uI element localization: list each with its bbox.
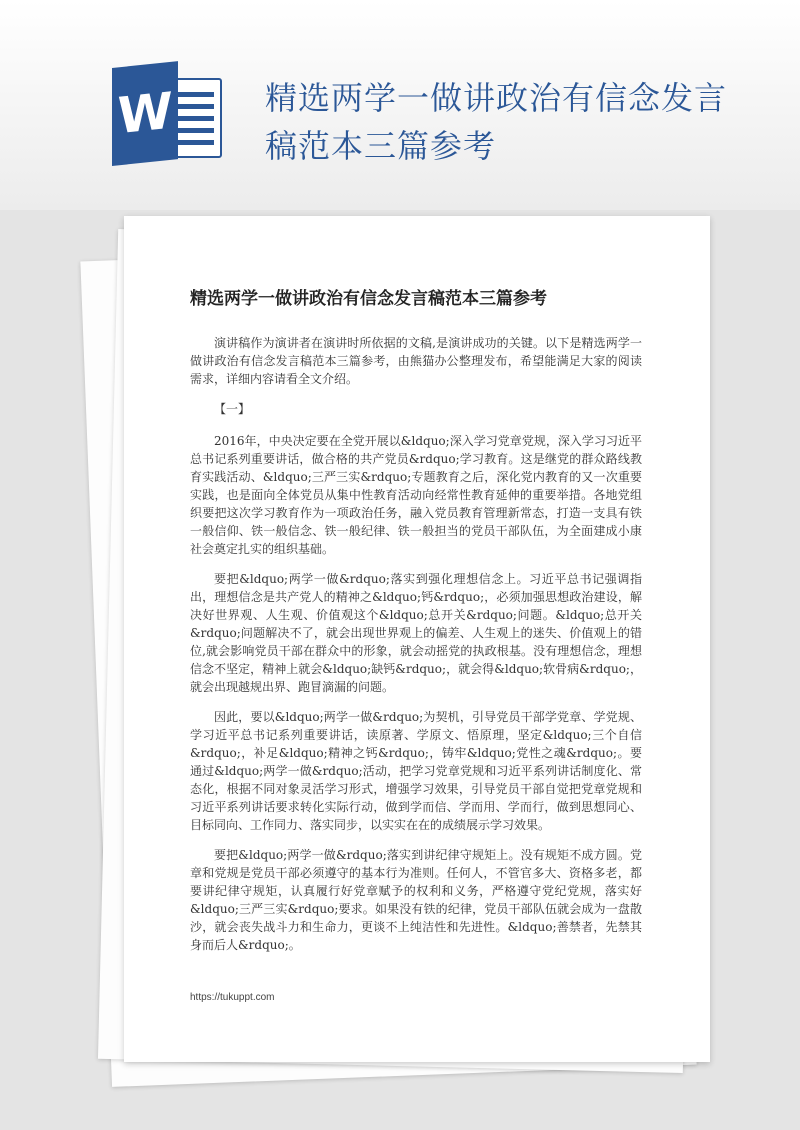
body-paragraph: 2016年，中央决定要在全党开展以&ldquo;深入学习党章党规，深入学习习近平总书记系列重要讲话，做合格的共产党员&rdquo;学习教育。这是继党的群众路线教育实践活动、&ldquo;三严三实&rdquo;专题教育之后，深化党内教育的又一次重要实践，也是面向全体党员从集中性教育活动向经常性教育延伸的重要举措。各地党组织要把这次学习教育作为一项政治任务，融入党员教育管理新常态，打造一支具有铁一般信仰、铁一般信念、铁一般纪律、铁一般担当的党员干部队伍，为全面建成小康社会奠定扎实的组织基础。 [190,434,642,556]
intro-paragraph: 演讲稿作为演讲者在演讲时所依据的文稿,是演讲成功的关键。以下是精选两学一做讲政治有信念发言稿范本三篇参考，由熊猫办公整理发布，希望能满足大家的阅读需求，详细内容请看全文介绍。 [190,336,642,386]
document-page [124,216,710,1062]
document-title: 精选两学一做讲政治有信念发言稿范本三篇参考 [190,289,547,309]
section-heading: 【一】 [214,402,251,416]
source-url: https://tukuppt.com [190,992,275,1003]
word-doc-icon [112,68,224,166]
body-paragraph: 要把&ldquo;两学一做&rdquo;落实到讲纪律守规矩上。没有规矩不成方圆。党章和党规是党员干部必须遵守的基本行为准则。任何人，不管官多大、资格多老，都要讲纪律守规矩，认真履行好党章赋予的权利和义务，严格遵守党纪党规，落实好&ldquo;三严三实&rdquo;要求。如果没有铁的纪律，党员干部队伍就会成为一盘散沙，就会丧失战斗力和生命力，更谈不上纯洁性和先进性。&ldquo;善禁者，先禁其身而后人&rdquo;。 [190,848,642,952]
body-paragraph: 要把&ldquo;两学一做&rdquo;落实到强化理想信念上。习近平总书记强调指出，理想信念是共产党人的精神之&ldquo;钙&rdquo;，必须加强思想政治建设，解决好世界观、人生观、价值观这个&ldquo;总开关&rdquo;问题。&ldquo;总开关&rdquo;问题解决不了，就会出现世界观上的偏差、人生观上的迷失、价值观上的错位,就会影响党员干部在群众中的形象，就会动摇党的执政根基。没有理想信念，理想信念不坚定，精神上就会&ldquo;缺钙&rdquo;，就会得&ldquo;软骨病&rdquo;，就会出现越规出界、跑冒滴漏的问题。 [190,572,642,694]
word-logo-letter: W [112,61,178,166]
page-header [0,0,800,210]
document-body [190,334,642,966]
body-paragraph: 因此，要以&ldquo;两学一做&rdquo;为契机，引导党员干部学党章、学党规、学习近平总书记系列重要讲话，读原著、学原文、悟原理，坚定&ldquo;三个自信&rdquo;，补足&ldquo;精神之钙&rdquo;，铸牢&ldquo;党性之魂&rdquo;。要通过&ldquo;两学一做&rdquo;活动，把学习党章党规和习近平系列讲话制度化、常态化，根据不同对象灵活学习形式，增强学习效果，引导党员干部自觉把党章党规和习近平系列讲话要求转化实际行动，做到学而信、学而用、学而行，做到思想同心、目标同向、工作同力、落实同步，以实实在在的成绩展示学习效果。 [190,710,642,832]
header-title: 精选两学一做讲政治有信念发言稿范本三篇参考 [265,79,728,165]
